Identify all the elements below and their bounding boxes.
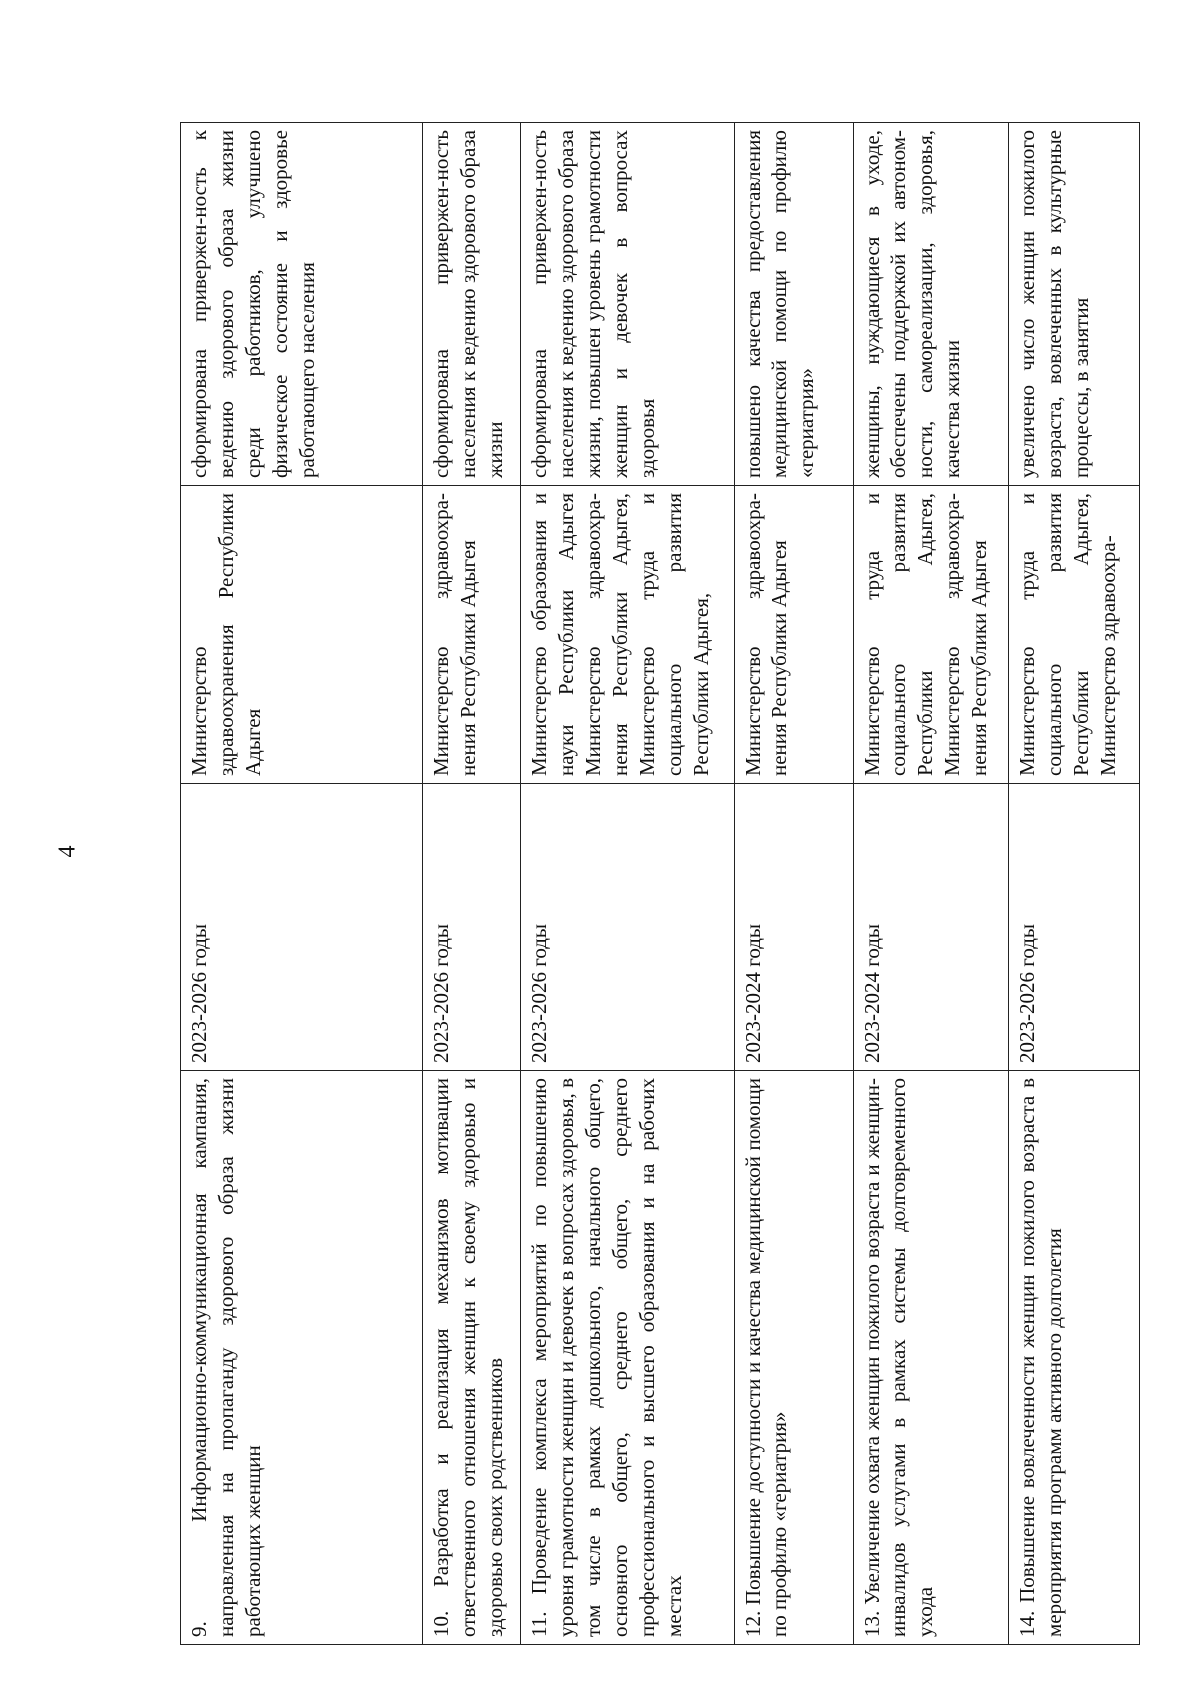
- term-cell: 2023-2026 годы: [521, 784, 734, 1071]
- responsible-cell: Министерство здравоохра-нения Республики Адыгея: [734, 486, 853, 784]
- table-row: [521, 123, 734, 1645]
- measure-cell: 10. Разработка и реализация механизмов мотивации ответственного отношения женщин к своему здоровью и здоровью своих родственников: [423, 1071, 521, 1645]
- term-cell: 2023-2026 годы: [423, 784, 521, 1071]
- measures-table: [180, 122, 1140, 1645]
- table-row: [423, 123, 521, 1645]
- result-cell: сформирована привержен-ность населения к ведению здорового образа жизни, повышен уровень грамотности женщин и девочек в вопросах здоровья: [521, 123, 734, 486]
- responsible-cell: Министерство здравоохра-нения Республики Адыгея: [423, 486, 521, 784]
- term-cell: 2023-2024 годы: [734, 784, 853, 1071]
- term-cell: 2023-2024 годы: [853, 784, 1009, 1071]
- responsible-cell: Министерство образования и науки Республики Адыгея Министерство здравоохра-нения Республики Адыгея, Министерство труда и социального развития Республики Адыгея,: [521, 486, 734, 784]
- result-cell: сформирована привержен-ность к ведению здорового образа жизни среди работников, улучшено физическое состояние и здоровье работающего населения: [181, 123, 423, 486]
- responsible-cell: Министерство труда и социального развития Республики Адыгея, Министерство здравоохра-нения Республики Адыгея: [853, 486, 1009, 784]
- measure-cell: 11. Проведение комплекса мероприятий по повышению уровня грамотности женщин и девочек в вопросах здоровья, в том числе в рамках дошкольного, начального общего, основного общего, среднего общего, среднего профессионального и высшего образования и на рабочих местах: [521, 1071, 734, 1645]
- table-row: [181, 123, 423, 1645]
- table-row: [1009, 123, 1140, 1645]
- page-number: 4: [54, 845, 81, 858]
- measure-cell: 14. Повышение вовлеченности женщин пожилого возраста в мероприятия программ активного долголетия: [1009, 1071, 1140, 1645]
- table-row: [853, 123, 1009, 1645]
- result-cell: повышено качества предоставления медицинской помощи по профилю «гериатрия»: [734, 123, 853, 486]
- responsible-cell: Министерство труда и социального развития Республики Адыгея, Министерство здравоохра-: [1009, 486, 1140, 784]
- measure-cell: 12. Повышение доступности и качества медицинской помощи по профилю «гериатрия»: [734, 1071, 853, 1645]
- table-frame: [180, 123, 1140, 1645]
- measure-cell: 9. Информационно-коммуникационная кампания, направленная на пропаганду здорового образа жизни работающих женщин: [181, 1071, 423, 1645]
- table-row: [734, 123, 853, 1645]
- result-cell: сформирована привержен-ность населения к ведению здорового образа жизни: [423, 123, 521, 486]
- term-cell: 2023-2026 годы: [1009, 784, 1140, 1071]
- landscape-page: [180, 123, 1140, 1645]
- term-cell: 2023-2026 годы: [181, 784, 423, 1071]
- result-cell: увеличено число женщин пожилого возраста, вовлеченных в культурные процессы, в занятия: [1009, 123, 1140, 486]
- result-cell: женщины, нуждающиеся в уходе, обеспечены поддержкой их автоном-ности, самореализации, здоровья, качества жизни: [853, 123, 1009, 486]
- responsible-cell: Министерство здравоохранения Республики Адыгея: [181, 486, 423, 784]
- measure-cell: 13. Увеличение охвата женщин пожилого возраста и женщин-инвалидов услугами в рамках системы долговременного ухода: [853, 1071, 1009, 1645]
